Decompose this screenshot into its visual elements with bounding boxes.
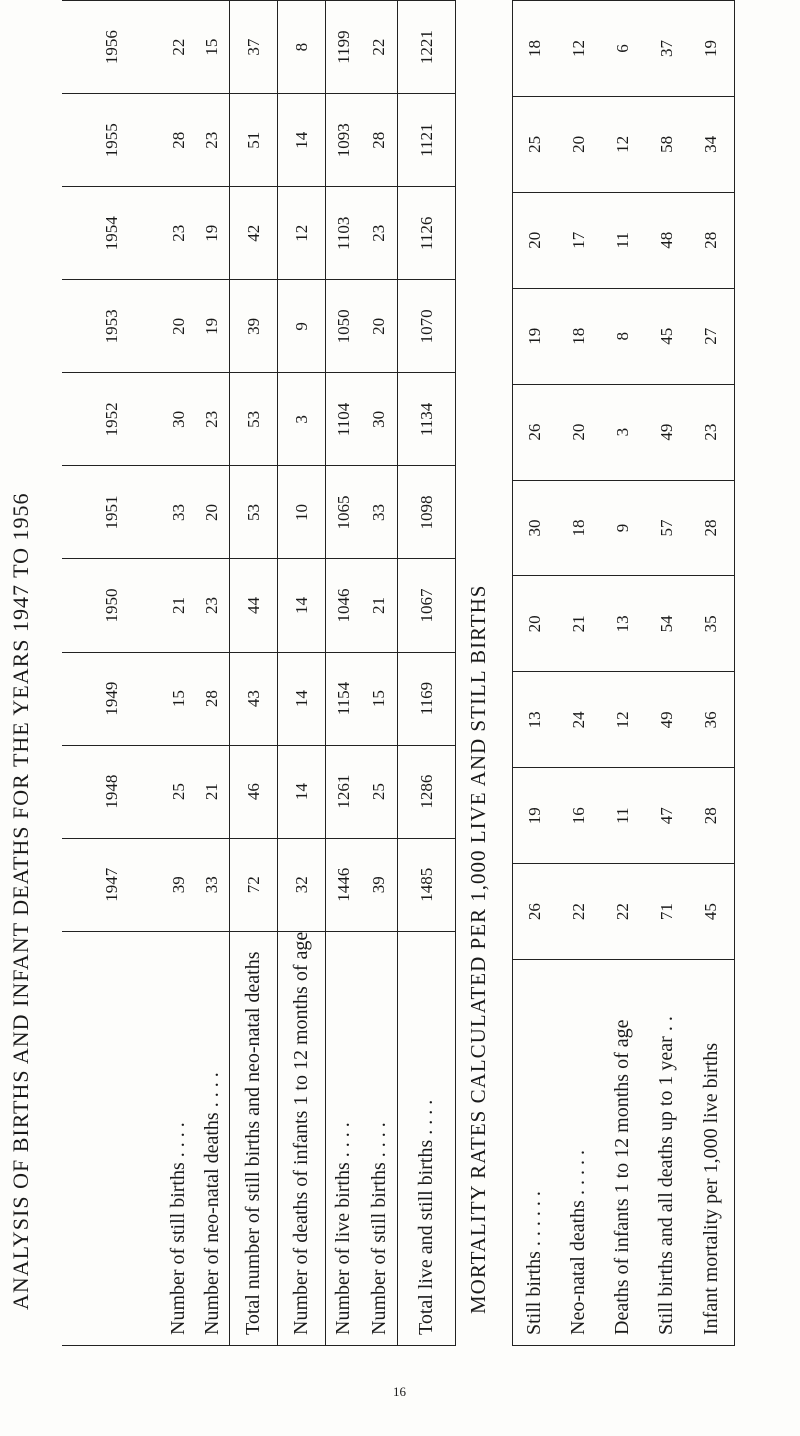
- table-cell: 18: [557, 288, 601, 384]
- table-cell: 33: [362, 466, 398, 559]
- table-cell: 25: [513, 96, 557, 192]
- table-cell: 39: [230, 280, 278, 373]
- table-cell: 28: [196, 652, 230, 745]
- table-cell: 43: [230, 652, 278, 745]
- row-label: Still births and all deaths up to 1 year . .: [645, 960, 689, 1346]
- page-title: ANALYSIS OF BIRTHS AND INFANT DEATHS FOR THE YEARS 1947 TO 1956: [8, 492, 33, 1310]
- table-cell: 13: [513, 672, 557, 768]
- table-cell: 25: [362, 745, 398, 838]
- table-cell: 44: [230, 559, 278, 652]
- table-cell: 10: [278, 466, 326, 559]
- table-cell: 26: [513, 864, 557, 960]
- table-cell: 34: [689, 96, 735, 192]
- table-cell: 39: [362, 838, 398, 931]
- table-cell: 3: [278, 373, 326, 466]
- table-cell: 18: [513, 1, 557, 97]
- table-cell: 20: [557, 384, 601, 480]
- table-cell: 8: [601, 288, 645, 384]
- year-1952: 1952: [62, 373, 162, 466]
- table-cell: 14: [278, 652, 326, 745]
- table-row: [601, 1, 645, 1346]
- table-cell: 1067: [398, 559, 456, 652]
- table-cell: 21: [162, 559, 196, 652]
- table-cell: 33: [196, 838, 230, 931]
- table-cell: 36: [689, 672, 735, 768]
- table-cell: 1485: [398, 838, 456, 931]
- table-cell: 1046: [326, 559, 362, 652]
- row-label: Total number of still births and neo-natal deaths: [230, 931, 278, 1345]
- table-cell: 3: [601, 384, 645, 480]
- table-cell: 23: [196, 373, 230, 466]
- table-cell: 25: [162, 745, 196, 838]
- table-cell: 1199: [326, 1, 362, 94]
- corner-cell: [62, 931, 162, 1345]
- page-number: 16: [393, 1384, 406, 1399]
- table-cell: 11: [601, 192, 645, 288]
- row-label: Number of still births . . . .: [162, 931, 196, 1345]
- table-cell: 49: [645, 672, 689, 768]
- table-cell: 46: [230, 745, 278, 838]
- table-cell: 9: [601, 480, 645, 576]
- year-1950: 1950: [62, 559, 162, 652]
- table-cell: 1126: [398, 187, 456, 280]
- table-cell: 1103: [326, 187, 362, 280]
- table-cell: 58: [645, 96, 689, 192]
- table-cell: 22: [362, 1, 398, 94]
- table-cell: 15: [162, 652, 196, 745]
- table-row: [326, 1, 362, 1346]
- year-1947: 1947: [62, 838, 162, 931]
- table-row: [362, 1, 398, 1346]
- year-1955: 1955: [62, 94, 162, 187]
- table-cell: 54: [645, 576, 689, 672]
- table-cell: 19: [196, 187, 230, 280]
- table-cell: 1261: [326, 745, 362, 838]
- table-cell: 48: [645, 192, 689, 288]
- table-cell: 37: [645, 1, 689, 97]
- table-row: [230, 1, 278, 1346]
- table-cell: 45: [689, 864, 735, 960]
- table-cell: 57: [645, 480, 689, 576]
- table-row: [557, 1, 601, 1346]
- table-cell: 20: [513, 192, 557, 288]
- table-cell: 42: [230, 187, 278, 280]
- year-header-row: [62, 1, 162, 1346]
- table-cell: 16: [557, 768, 601, 864]
- table-cell: 32: [278, 838, 326, 931]
- table-cell: 23: [689, 384, 735, 480]
- row-label: Neo-natal deaths . . . . .: [557, 960, 601, 1346]
- table-cell: 21: [196, 745, 230, 838]
- table-cell: 28: [689, 480, 735, 576]
- table-cell: 11: [601, 768, 645, 864]
- table-cell: 14: [278, 559, 326, 652]
- row-label: Deaths of infants 1 to 12 months of age: [601, 960, 645, 1346]
- table-cell: 21: [362, 559, 398, 652]
- table-cell: 12: [601, 672, 645, 768]
- table-cell: 15: [196, 1, 230, 94]
- table-cell: 22: [601, 864, 645, 960]
- table-cell: 30: [162, 373, 196, 466]
- table-row: [398, 1, 456, 1346]
- table-cell: 49: [645, 384, 689, 480]
- table-cell: 28: [689, 192, 735, 288]
- table-cell: 15: [362, 652, 398, 745]
- table-cell: 28: [162, 94, 196, 187]
- table-cell: 17: [557, 192, 601, 288]
- table-row: [196, 1, 230, 1346]
- table-cell: 21: [557, 576, 601, 672]
- table-cell: 28: [689, 768, 735, 864]
- table-cell: 39: [162, 838, 196, 931]
- table-cell: 53: [230, 466, 278, 559]
- year-1948: 1948: [62, 745, 162, 838]
- table-cell: 18: [557, 480, 601, 576]
- table-row: [689, 1, 735, 1346]
- table-cell: 19: [689, 1, 735, 97]
- table-cell: 1154: [326, 652, 362, 745]
- table-cell: 23: [196, 94, 230, 187]
- row-label: Number of live births . . . .: [326, 931, 362, 1345]
- table-cell: 28: [362, 94, 398, 187]
- table-cell: 51: [230, 94, 278, 187]
- table-cell: 20: [196, 466, 230, 559]
- row-label: Number of deaths of infants 1 to 12 months of age: [278, 931, 326, 1345]
- table-cell: 72: [230, 838, 278, 931]
- table-cell: 71: [645, 864, 689, 960]
- table-cell: 1121: [398, 94, 456, 187]
- table-cell: 1093: [326, 94, 362, 187]
- table-cell: 20: [362, 280, 398, 373]
- table-cell: 19: [196, 280, 230, 373]
- table-cell: 20: [162, 280, 196, 373]
- table-cell: 26: [513, 384, 557, 480]
- row-label: Infant mortality per 1,000 live births: [689, 960, 735, 1346]
- year-1956: 1956: [62, 1, 162, 94]
- year-1953: 1953: [62, 280, 162, 373]
- table-cell: 35: [689, 576, 735, 672]
- table-cell: 1286: [398, 745, 456, 838]
- table-row: [162, 1, 196, 1346]
- births-table: [62, 0, 456, 1346]
- table-cell: 12: [557, 1, 601, 97]
- table-row: [645, 1, 689, 1346]
- table-cell: 8: [278, 1, 326, 94]
- year-1951: 1951: [62, 466, 162, 559]
- table-cell: 22: [557, 864, 601, 960]
- table-cell: 20: [557, 96, 601, 192]
- table-cell: 1134: [398, 373, 456, 466]
- row-label: Number of neo-natal deaths . . . .: [196, 931, 230, 1345]
- table-cell: 1070: [398, 280, 456, 373]
- mortality-table: [512, 0, 735, 1346]
- table-cell: 47: [645, 768, 689, 864]
- table-cell: 14: [278, 745, 326, 838]
- table-cell: 22: [162, 1, 196, 94]
- table-cell: 19: [513, 288, 557, 384]
- table-cell: 12: [278, 187, 326, 280]
- table-cell: 20: [513, 576, 557, 672]
- table-cell: 1446: [326, 838, 362, 931]
- table-cell: 1104: [326, 373, 362, 466]
- table-cell: 24: [557, 672, 601, 768]
- table-cell: 27: [689, 288, 735, 384]
- table-cell: 23: [162, 187, 196, 280]
- table-cell: 12: [601, 96, 645, 192]
- table-cell: 37: [230, 1, 278, 94]
- table-cell: 13: [601, 576, 645, 672]
- table-cell: 19: [513, 768, 557, 864]
- table-cell: 9: [278, 280, 326, 373]
- table-row: [513, 1, 557, 1346]
- table-cell: 1221: [398, 1, 456, 94]
- row-label: Still births . . . . . .: [513, 960, 557, 1346]
- table-cell: 53: [230, 373, 278, 466]
- table-cell: 1098: [398, 466, 456, 559]
- table-cell: 1169: [398, 652, 456, 745]
- table-cell: 45: [645, 288, 689, 384]
- row-label: Number of still births . . . .: [362, 931, 398, 1345]
- row-label: Total live and still births . . . .: [398, 931, 456, 1345]
- year-1954: 1954: [62, 187, 162, 280]
- table-cell: 1050: [326, 280, 362, 373]
- table-cell: 6: [601, 1, 645, 97]
- table-cell: 23: [362, 187, 398, 280]
- table-cell: 30: [513, 480, 557, 576]
- table-row: [278, 1, 326, 1346]
- table-cell: 33: [162, 466, 196, 559]
- table-cell: 30: [362, 373, 398, 466]
- table-cell: 23: [196, 559, 230, 652]
- table-cell: 1065: [326, 466, 362, 559]
- table-cell: 14: [278, 94, 326, 187]
- year-1949: 1949: [62, 652, 162, 745]
- mortality-title: MORTALITY RATES CALCULATED PER 1,000 LIVE AND STILL BIRTHS: [466, 584, 490, 1314]
